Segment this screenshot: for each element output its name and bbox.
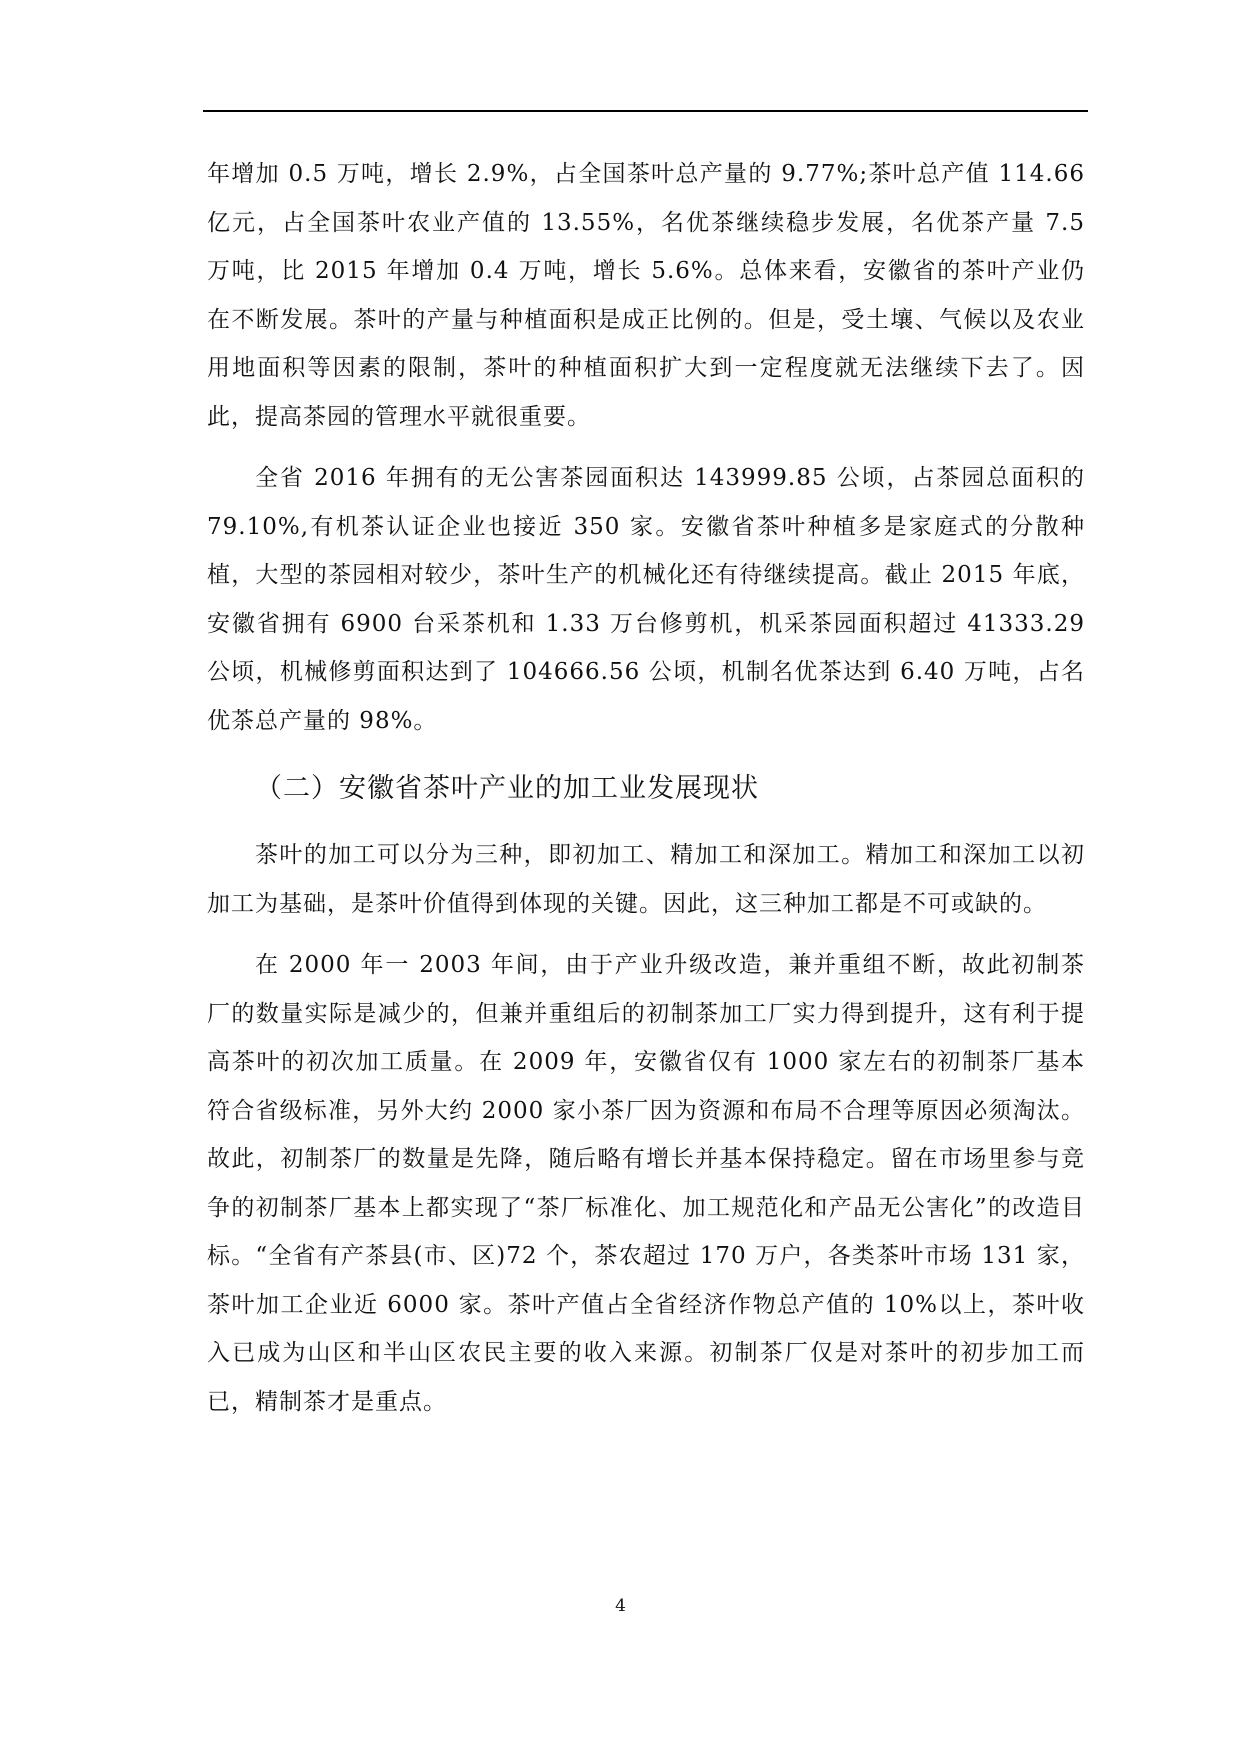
document-body [207, 150, 1085, 1426]
paragraph-processing-history: 在 2000 年一 2003 年间，由于产业升级改造，兼并重组不断，故此初制茶厂的数量实际是减少的，但兼并重组后的初制茶加工厂实力得到提升，这有利于提高茶叶的初次加工质量。在 2009 年，安徽省仅有 1000 家左右的初制茶厂基本符合省级标准，另外大约 2000 家小茶厂因为资源和布局不合理等原因必须淘汰。故此，初制茶厂的数量是先降，随后略有增长并基本保持稳定。留在市场里参与竞争的初制茶厂基本上都实现了“茶厂标准化、加工规范化和产品无公害化”的改造目标。“全省有产茶县(市、区)72 个，茶农超过 170 万户，各类茶叶市场 131 家，茶叶加工企业近 6000 家。茶叶产值占全省经济作物总产值的 10%以上，茶叶收入已成为山区和半山区农民主要的收入来源。初制茶厂仅是对茶叶的初步加工而已，精制茶才是重点。 [207, 952, 1085, 1415]
header-rule [203, 110, 1088, 112]
paragraph-continued: 年增加 0.5 万吨，增长 2.9%，占全国茶叶总产量的 9.77%;茶叶总产值 114.66 亿元，占全国茶叶农业产值的 13.55%，名优茶继续稳步发展，名优茶产量 7.5 万吨，比 2015 年增加 0.4 万吨，增长 5.6%。总体来看，安徽省的茶叶产业仍在不断发展。茶叶的产量与种植面积是成正比例的。但是，受土壤、气候以及农业用地面积等因素的限制，茶叶的种植面积扩大到一定程度就无法继续下去了。因此，提高茶园的管理水平就很重要。 [207, 161, 1085, 430]
paragraph-tea-garden-area: 全省 2016 年拥有的无公害茶园面积达 143999.85 公顷，占茶园总面积的 79.10%,有机茶认证企业也接近 350 家。安徽省茶叶种植多是家庭式的分散种植，大型的茶园相对较少，茶叶生产的机械化还有待继续提高。截止 2015 年底，安徽省拥有 6900 台采茶机和 1.33 万台修剪机，机采茶园面积超过 41333.29 公顷，机械修剪面积达到了 104666.56 公顷，机制名优茶达到 6.40 万吨，占名优茶总产量的 98%。 [207, 465, 1085, 734]
section-heading: （二）安徽省茶叶产业的加工业发展现状 [255, 773, 759, 804]
page-number: 4 [615, 1596, 626, 1616]
paragraph-processing-types: 茶叶的加工可以分为三种，即初加工、精加工和深加工。精加工和深加工以初加工为基础，是茶叶价值得到体现的关键。因此，这三种加工都是不可或缺的。 [207, 842, 1085, 917]
